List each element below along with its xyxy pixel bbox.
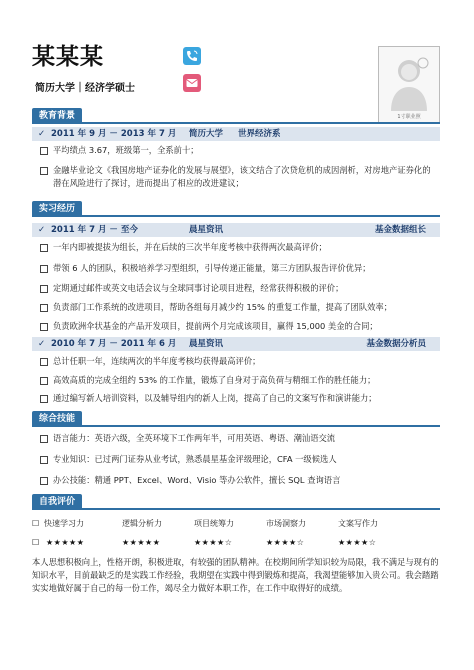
job-company: 晨星资讯 — [189, 225, 224, 235]
checkbox-icon — [40, 167, 48, 175]
checkbox-icon — [40, 395, 48, 403]
mail-icon — [183, 74, 201, 92]
trait-label: 快速学习力 — [44, 519, 84, 528]
self-evaluation-text: 本人思想积极向上，性格开朗，积极进取，有较强的团队精神。在校期间所学知识较为局限，我不满足与现有的知识水平，目前最缺乏的是实践工作经验，我期望在实践中得到锻炼和提高，我渴望能够加入贵公司。我会踏踏实实地做好属于自己的每一份工作，竭尽全力做好本职工作，在工作中取得好的成绩。 — [32, 557, 439, 593]
section-experience — [32, 200, 440, 218]
chevron-down-icon: ✓ — [38, 129, 46, 139]
job-role: 基金数据分析员 — [366, 339, 426, 349]
edu-period: 2011 年 9 月 － 2013 年 7 月 — [51, 129, 177, 139]
section-skills — [32, 410, 440, 428]
checkbox-icon — [40, 358, 48, 366]
checkbox-icon — [40, 377, 48, 385]
job-role: 基金数据组长 — [374, 225, 426, 235]
star-rating: ★★★★☆ — [338, 538, 377, 547]
candidate-subtitle: 简历大学｜经济学硕士 — [35, 83, 135, 94]
star-rating: ★★★★☆ — [266, 538, 305, 547]
trait-label: 文案写作力 — [338, 519, 378, 528]
section-title: 教育背景 — [32, 108, 82, 124]
education-bar — [32, 127, 440, 141]
checkbox-icon — [40, 265, 48, 273]
chevron-down-icon: ✓ — [38, 339, 46, 349]
candidate-name: 某某某 — [32, 44, 104, 70]
job-period: 2011 年 7 月 － 至今 — [51, 225, 138, 235]
checkbox-icon: ☐ — [32, 519, 40, 528]
photo-caption: 1寸职业照 — [397, 114, 421, 120]
checkbox-icon — [40, 477, 48, 485]
star-rating: ★★★★★ — [46, 538, 85, 547]
checkbox-icon — [40, 285, 48, 293]
trait-label: 市场洞察力 — [266, 519, 306, 528]
star-rating: ★★★★☆ — [194, 538, 233, 547]
chevron-down-icon: ✓ — [38, 225, 46, 235]
section-title: 实习经历 — [32, 201, 82, 217]
checkbox-icon: ☐ — [32, 538, 40, 547]
checkbox-icon — [40, 435, 48, 443]
checkbox-icon — [40, 323, 48, 331]
section-title: 自我评价 — [32, 494, 82, 510]
trait-label: 逻辑分析力 — [122, 519, 162, 528]
checkbox-icon — [40, 304, 48, 312]
checkbox-icon — [40, 147, 48, 155]
section-evaluation — [32, 493, 440, 511]
edu-school: 简历大学 — [189, 129, 224, 139]
job-period: 2010 年 7 月 － 2011 年 6 月 — [51, 339, 177, 349]
checkbox-icon — [40, 244, 48, 252]
checkbox-icon — [40, 456, 48, 464]
edu-major: 世界经济系 — [238, 129, 281, 139]
phone-icon — [183, 47, 201, 65]
job-bar — [32, 223, 440, 237]
job-company: 晨星资讯 — [189, 339, 224, 349]
section-title: 综合技能 — [32, 411, 82, 427]
job-bar — [32, 337, 440, 351]
trait-label: 项目统筹力 — [194, 519, 234, 528]
list-item: 金融毕业论文《我国房地产证券化的发展与展望》，该文结合了次贷危机的成因剖析，对房地产证券化的潜在风险进行了探讨，进而提出了相应的改进建议； — [40, 164, 438, 192]
person-silhouette-icon — [379, 47, 439, 113]
star-rating: ★★★★★ — [122, 538, 161, 547]
section-education — [32, 107, 440, 125]
